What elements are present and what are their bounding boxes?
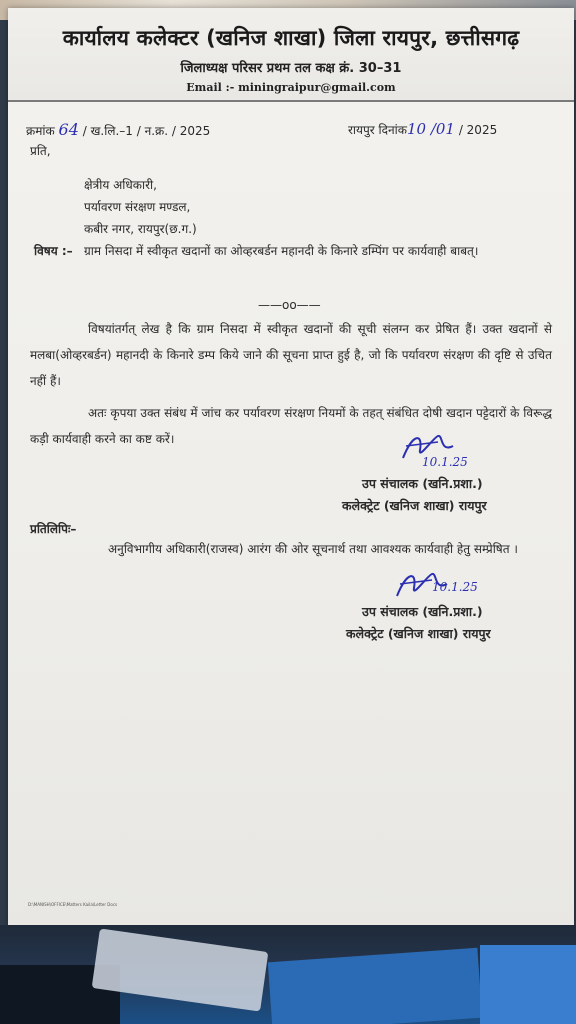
ref-label: क्रमांक	[26, 124, 55, 138]
subject-text: ग्राम निसदा में स्वीकृत खदानों का ओव्हरबर्डन महानदी के किनारे डम्पिंग पर कार्यवाही बाबत्।	[84, 244, 479, 258]
addressee-line-2: पर्यावरण संरक्षण मण्डल,	[84, 200, 191, 214]
copy-text: अनुविभागीय अधिकारी(राजस्व) आरंग की ओर सूचनार्थ तथा आवश्यक कार्यवाही हेतु सम्प्रेषित ।	[108, 542, 518, 556]
date-line	[348, 120, 497, 138]
signature-1-date: 10.1.25	[422, 455, 468, 469]
body-paragraph-2: अतः कृपया उक्त संबंध में जांच कर पर्यावरण संरक्षण नियमों के तहत् संबंधित दोषी खदान पट्टेदारों के विरूद्ध कड़ी कार्यवाही करने का कष्ट करें।	[30, 406, 552, 446]
ref-line	[26, 120, 210, 139]
signature-1-designation: उप संचालक (खनि.प्रशा.)	[362, 476, 483, 491]
date-label: रायपुर दिनांक	[348, 123, 407, 137]
background-desk	[0, 925, 576, 1024]
ref-number-handwritten: 64	[58, 120, 79, 139]
letterhead	[8, 8, 574, 102]
signature-2-designation: उप संचालक (खनि.प्रशा.)	[362, 604, 483, 619]
subject-label: विषय :–	[34, 244, 73, 258]
office-address: जिलाध्यक्ष परिसर प्रथम तल कक्ष क्रं. 30–31	[180, 61, 402, 76]
letter-page	[8, 8, 574, 928]
office-title: कार्यालय कलेक्टर (खनिज शाखा) जिला रायपुर, छत्तीसगढ़	[62, 26, 520, 50]
prati: प्रति,	[30, 144, 51, 158]
signature-2-office: कलेक्ट्रेट (खनिज शाखा) रायपुर	[346, 626, 491, 641]
file-path-footer: D:\MANISH\OFFICE\Matters Kaila\Letter Docs	[28, 902, 118, 907]
body-paragraph-1: विषयांतर्गत् लेख है कि ग्राम निसदा में स्वीकृत खदानों की सूची संलग्न कर प्रेषित हैं। उक्त खदानों से मलबा(ओव्हरबर्डन) महानदी के किनारे डम्प किये जाने की सूचना प्राप्त हुई है, जो कि पर्यावरण संरक्षण की दृष्टि से उचित नहीं हैं।	[30, 322, 552, 388]
copy-label: प्रतिलिपिः–	[30, 522, 77, 536]
date-rest: / 2025	[458, 123, 498, 137]
addressee-line-3: कबीर नगर, रायपुर(छ.ग.)	[84, 222, 197, 236]
date-handwritten: 10 /01	[406, 120, 455, 138]
office-email: Email :- miningraipur@gmail.com	[186, 81, 396, 94]
divider: ——oo——	[258, 298, 321, 312]
signature-1-office: कलेक्ट्रेट (खनिज शाखा) रायपुर	[342, 498, 487, 513]
signature-2-date: 10.1.25	[432, 580, 478, 594]
addressee-line-1: क्षेत्रीय अधिकारी,	[84, 178, 157, 192]
ref-rest: / ख.लि.–1 / न.क्र. / 2025	[82, 124, 211, 138]
